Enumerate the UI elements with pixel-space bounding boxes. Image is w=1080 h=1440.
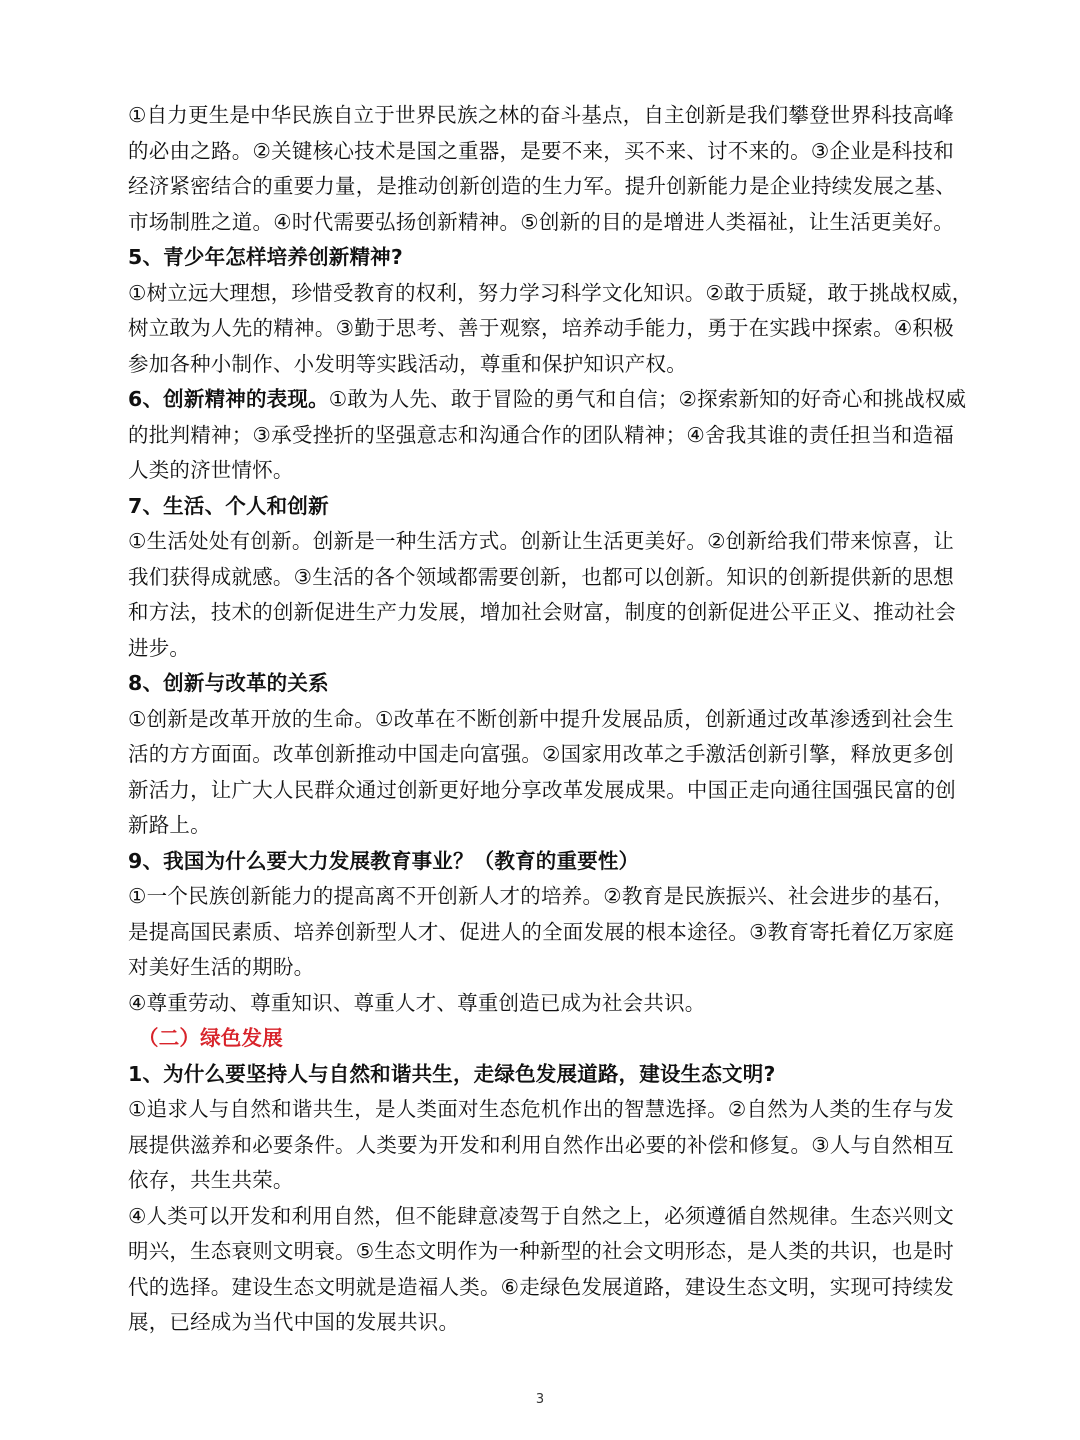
paragraph-line: 进步。 (128, 635, 191, 660)
paragraph-line: ①自力更生是中华民族自立于世界民族之林的奋斗基点，自主创新是我们攀登世界科技高峰 (128, 103, 954, 127)
paragraph-line (128, 382, 967, 418)
paragraph-line: 和方法，技术的创新促进生产力发展，增加社会财富，制度的创新促进公平正义、推动社会 (128, 600, 956, 624)
paragraph-line: 依存，共生共荣。 (128, 1168, 294, 1192)
paragraph-line: ①生活处处有创新。创新是一种生活方式。创新让生活更美好。②创新给我们带来惊喜，让 (128, 529, 954, 553)
paragraph-line: 新路上。 (128, 813, 211, 837)
paragraph-line: 的批判精神；③承受挫折的坚强意志和沟通合作的团队精神；④舍我其谁的责任担当和造福 (128, 422, 954, 447)
section-heading: （二）绿色发展 (138, 1026, 283, 1050)
paragraph-line: 活的方方面面。改革创新推动中国走向富强。②国家用改革之手激活创新引擎，释放更多创 (128, 742, 954, 766)
question-heading: 9、我国为什么要大力发展教育事业？（教育的重要性） (128, 848, 640, 873)
paragraph-line: 明兴，生态衰则文明衰。⑤生态文明作为一种新型的社会文明形态，是人类的共识，也是时 (128, 1239, 954, 1263)
document-body (128, 98, 973, 1341)
question-heading: 5、青少年怎样培养创新精神? (128, 245, 403, 269)
paragraph-line: ①树立远大理想，珍惜受教育的权利，努力学习科学文化知识。②敢于质疑，敢于挑战权威， (128, 280, 973, 305)
paragraph-line: 树立敢为人先的精神。③勤于思考、善于观察，培养动手能力，勇于在实践中探索。④积极 (128, 316, 954, 340)
inline-text: ①敢为人先、敢于冒险的勇气和自信；②探索新知的好奇心和挑战权威 (328, 387, 967, 411)
paragraph-line: ④尊重劳动、尊重知识、尊重人才、尊重创造已成为社会共识。 (128, 990, 706, 1015)
paragraph-line: 对美好生活的期盼。 (128, 955, 315, 979)
paragraph-line: 经济紧密结合的重要力量，是推动创新创造的生力军。提升创新能力是企业持续发展之基、 (128, 174, 956, 198)
page-number: 3 (535, 1392, 545, 1407)
paragraph-line: ④人类可以开发和利用自然，但不能肆意凌驾于自然之上，必须遵循自然规律。生态兴则文 (128, 1203, 954, 1228)
paragraph-line: 我们获得成就感。③生活的各个领域都需要创新，也都可以创新。知识的创新提供新的思想 (128, 564, 954, 589)
question-heading: 1、为什么要坚持人与自然和谐共生，走绿色发展道路，建设生态文明? (128, 1061, 776, 1086)
paragraph-line: 展，已经成为当代中国的发展共识。 (128, 1310, 460, 1334)
paragraph-line: 的必由之路。②关键核心技术是国之重器，是要不来，买不来、讨不来的。③企业是科技和 (128, 138, 954, 163)
paragraph-line: ①一个民族创新能力的提高离不开创新人才的培养。②教育是民族振兴、社会进步的基石， (128, 884, 954, 908)
paragraph-line: 参加各种小制作、小发明等实践活动，尊重和保护知识产权。 (128, 351, 687, 376)
paragraph-line: 是提高国民素质、培养创新型人才、促进人的全面发展的根本途径。③教育寄托着亿万家庭 (128, 919, 954, 944)
paragraph-line: 展提供滋养和必要条件。人类要为开发和利用自然作出必要的补偿和修复。③人与自然相互 (128, 1132, 954, 1157)
paragraph-line: 人类的济世情怀。 (128, 458, 294, 482)
question-heading: 8、创新与改革的关系 (128, 671, 329, 695)
inline-heading: 6、创新精神的表现。 (128, 387, 329, 411)
paragraph-line: 市场制胜之道。④时代需要弘扬创新精神。⑤创新的目的是增进人类福祉，让生活更美好。 (128, 209, 954, 234)
paragraph-line: 新活力，让广大人民群众通过创新更好地分享改革发展成果。中国正走向通往国强民富的创 (128, 777, 956, 802)
paragraph-line: ①创新是改革开放的生命。①改革在不断创新中提升发展品质，创新通过改革渗透到社会生 (128, 706, 954, 731)
paragraph-line: 代的选择。建设生态文明就是造福人类。⑥走绿色发展道路，建设生态文明，实现可持续发 (128, 1274, 954, 1299)
question-heading: 7、生活、个人和创新 (128, 493, 329, 518)
paragraph-line: ①追求人与自然和谐共生，是人类面对生态危机作出的智慧选择。②自然为人类的生存与发 (128, 1097, 954, 1121)
